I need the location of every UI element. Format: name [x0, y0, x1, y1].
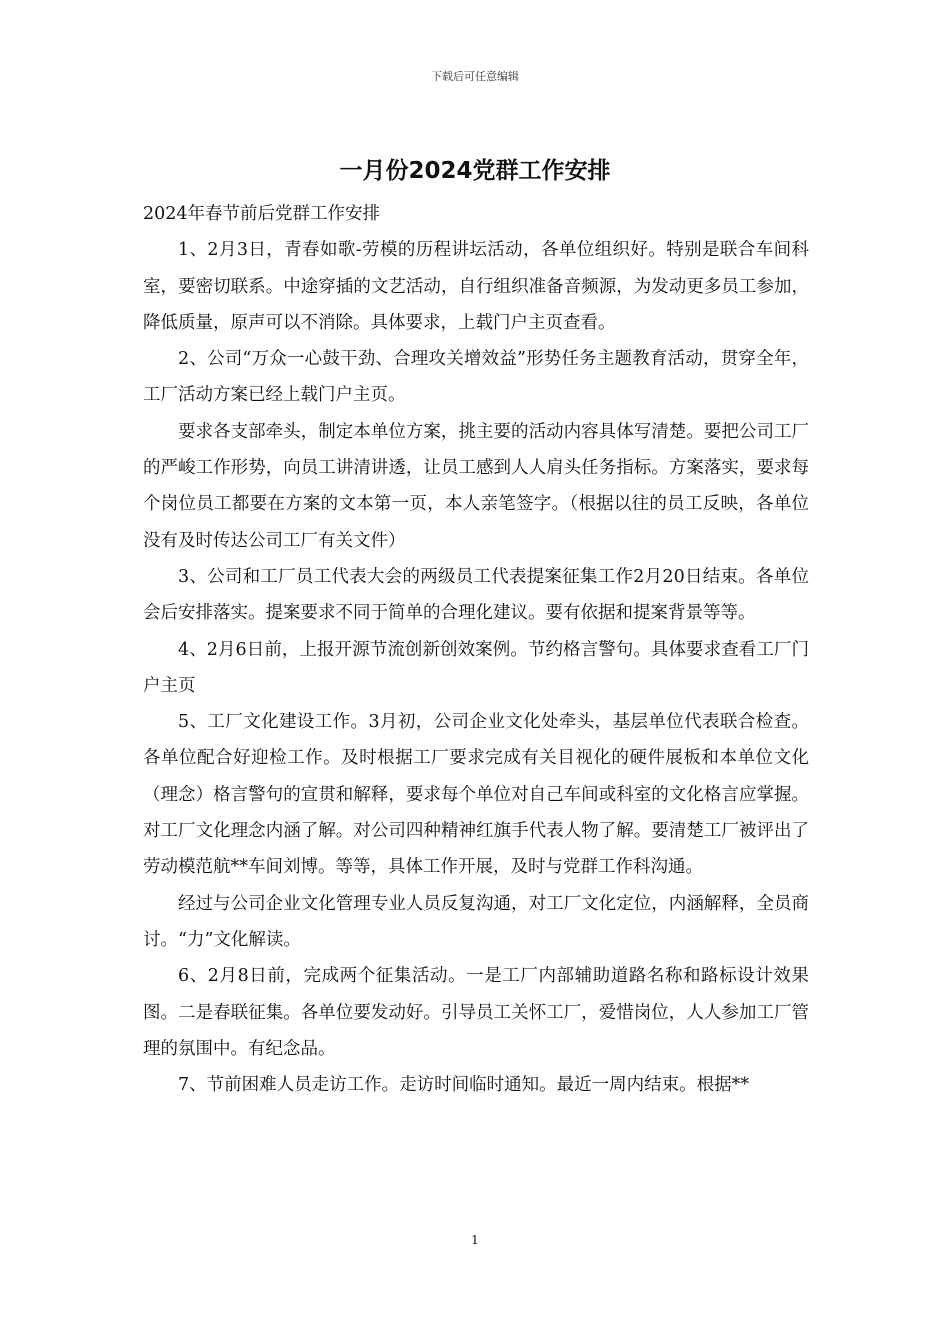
document-subtitle: 2024年春节前后党群工作安排: [143, 204, 381, 224]
document-title: 一月份2024党群工作安排: [339, 158, 611, 184]
page-number: 1: [471, 1233, 479, 1247]
paragraph-item-6: 6、2月8日前，完成两个征集活动。一是工厂内部辅助道路名称和路标设计效果图。二是春联征集。各单位要发动好。引导员工关怀工厂，爱惜岗位，人人参加工厂管理的氛围中。有纪念品。: [143, 966, 809, 1059]
paragraph-item-3: 3、公司和工厂员工代表大会的两级员工代表提案征集工作2月20日结束。各单位会后安排落实。提案要求不同于简单的合理化建议。要有依据和提案背景等等。: [143, 566, 809, 624]
paragraph-requirements: 要求各支部牵头，制定本单位方案，挑主要的活动内容具体写清楚。要把公司工厂的严峻工作形势，向员工讲清讲透，让员工感到人人肩头任务指标。方案落实，要求每个岗位员工都要在方案的文本第一页，本人亲笔签字。（根据以往的员工反映，各单位没有及时传达公司工厂有关文件）: [143, 421, 809, 551]
paragraph-item-1: 1、2月3日，青春如歌-劳模的历程讲坛活动，各单位组织好。特别是联合车间科室，要密切联系。中途穿插的文艺活动，自行组织准备音频源，为发动更多员工参加，降低质量，原声可以不消除。具体要求，上载门户主页查看。: [143, 240, 809, 333]
header-note: 下载后可任意编辑: [431, 70, 519, 83]
document-body: [143, 196, 809, 1103]
paragraph-item-5: 5、工厂文化建设工作。3月初，公司企业文化处牵头，基层单位代表联合检查。各单位配合好迎检工作。及时根据工厂要求完成有关目视化的硬件展板和本单位文化（理念）格言警句的宣贯和解释，要求每个单位对自己车间或科室的文化格言应掌握。对工厂文化理念内涵了解。对公司四种精神红旗手代表人物了解。要清楚工厂被评出了劳动模范航**车间刘博。等等，具体工作开展，及时与党群工作科沟通。: [143, 712, 809, 878]
paragraph-culture-note: 经过与公司企业文化管理专业人员反复沟通，对工厂文化定位，内涵解释，全员商讨。“力”文化解读。: [143, 893, 809, 950]
paragraph-item-2: 2、公司“万众一心鼓干劲、合理攻关增效益”形势任务主题教育活动，贯穿全年，工厂活动方案已经上载门户主页。: [143, 349, 809, 406]
paragraph-item-4: 4、2月6日前，上报开源节流创新创效案例。节约格言警句。具体要求查看工厂门户主页: [143, 639, 809, 696]
paragraph-item-7: 7、节前困难人员走访工作。走访时间临时通知。最近一周内结束。根据**: [178, 1075, 750, 1096]
